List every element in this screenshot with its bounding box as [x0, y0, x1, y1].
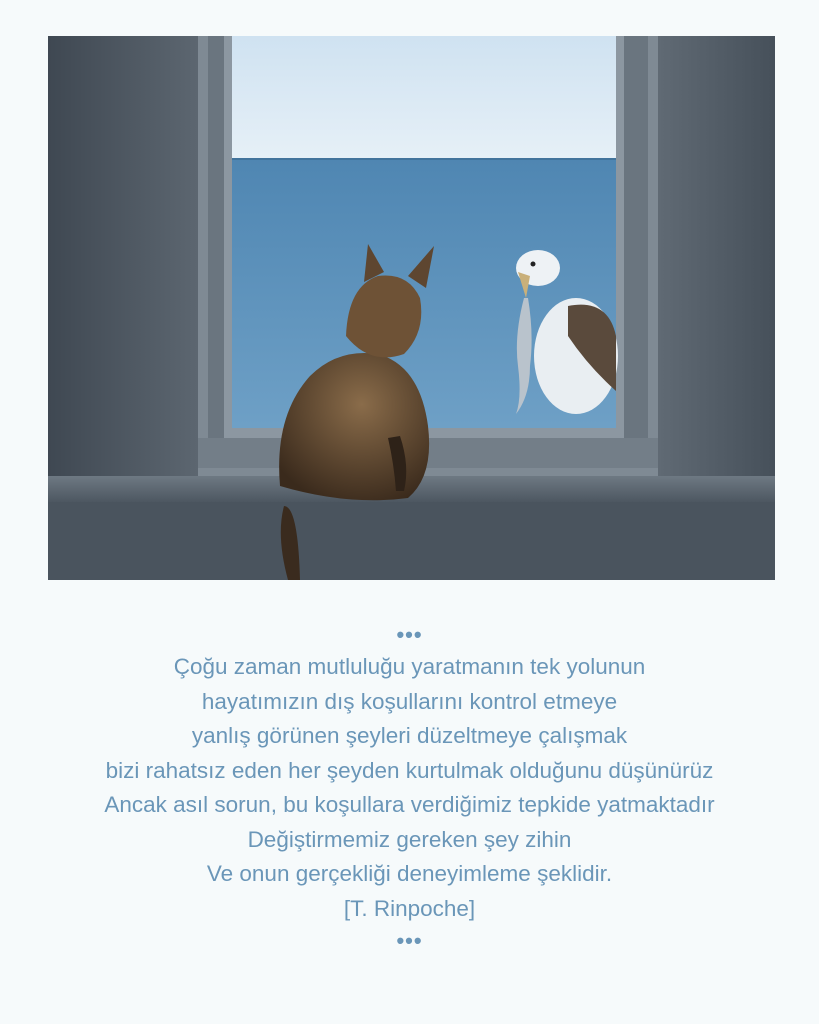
quote-line-7: Ve onun gerçekliği deneyimleme şeklidir. [206, 861, 613, 886]
quote-line-1: Çoğu zaman mutluluğu yaratmanın tek yolunun [173, 654, 646, 679]
sky [232, 36, 616, 159]
quote-line-4: bizi rahatsız eden her şeyden kurtulmak olduğunu düşünürüz [105, 757, 714, 783]
quote-block [0, 620, 819, 956]
quote-line-2: hayatımızın dış koşullarını kontrol etmeye [201, 688, 618, 714]
quote-line-5: Ancak asıl sorun, bu koşullara verdiğimiz tepkide yatmaktadır [104, 792, 715, 817]
wall-right [658, 36, 775, 486]
photo [48, 36, 775, 580]
quote-author: [T. Rinpoche] [343, 895, 476, 921]
dots-top: ••• [396, 622, 423, 647]
quote-line-6: Değiştirmemiz gereken şey zihin [247, 826, 572, 852]
quote-line-3: yanlış görünen şeyleri düzeltmeye çalışmak [191, 723, 628, 748]
wall-left [48, 36, 198, 486]
dots-bottom: ••• [396, 928, 423, 953]
photo-illustration [48, 36, 775, 580]
